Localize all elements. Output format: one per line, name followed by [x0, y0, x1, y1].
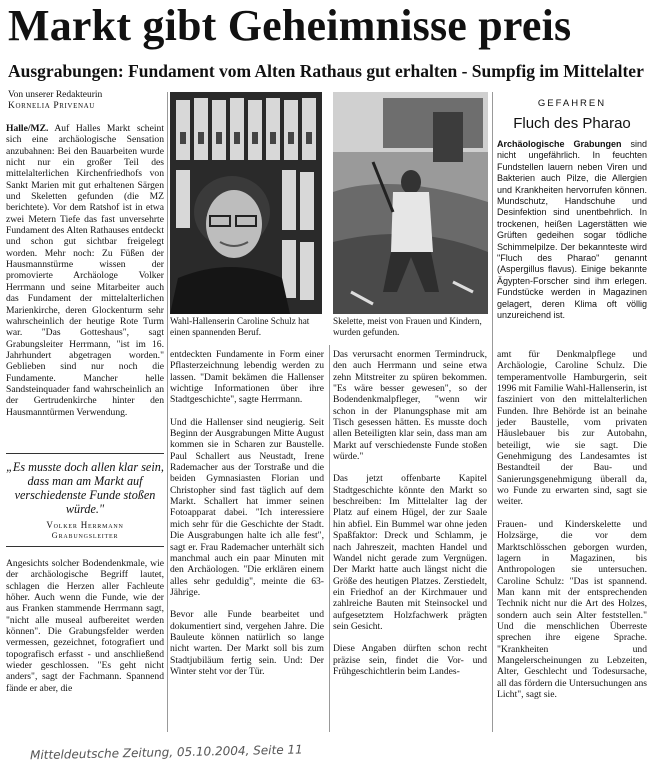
col4-paragraph-1: amt für Denkmalpflege und Archäologie, Caroline Schulz. Die temperamentvolle Hamburgerin, seit 1996 mit Familie Wahl-Hallenserin, ist fasziniert von den mittelalterlichen Funden. Ihre Behörde ist an beinahe jeder Baustelle, vom privaten Häuslebauer bis zur Autobahn, beteiligt, wie sie sagt. Die Genehmigung des Landesamtes ist Bestandteil der Bau- und Sanierungsgenehmigung überall da, wo Funde zu erwarten sind, sagt sie weiter. — [497, 349, 647, 508]
column-divider — [167, 92, 168, 732]
col4-paragraph-2: Frauen- und Kinderskelette und Holzsärge, die vor dem Marktschlösschen geborgen wurden, lagern in Magazinen, bis Anthropologen sie untersuchen. Caroline Schulz: "Das ist spannend. Man kann mit der entsprechenden Technik nicht nur die Art des Holzes, sondern auch sein Alter feststellen." Und die menschlichen Überreste sprechen ihre eigene Sprache. "Krankheiten und Mangelerscheinungen zu Lebzeiten, Alter, Geschlecht und Todesursache, all das fördern die Untersuchungen ans Licht", sagt sie. — [497, 518, 647, 700]
article-column-4 — [497, 349, 647, 700]
sidebar-title: Fluch des Pharao — [513, 115, 631, 132]
col1-paragraph-2: Angesichts solcher Bodendenkmale, wie der archäologische Begriff lautet, schlagen die Herzen aller Fachleute höher. Auch wenn die Funde, wie der aus Franken stammende Herrmann sagt, "nicht alle museal aufbereitet werden können". Die Grabungsfelder werden vermessen, gezeichnet, fotografiert und topografisch erfasst - und anschließend wieder geschlossen. "Es geht nicht anders", sagt der Fachmann. Spannend fände er aber, die — [6, 558, 164, 694]
col3-paragraph-3: Diese Angaben dürften schon recht präzise sein, findet die Vor- und Frühgeschichtlerin beim Landes- — [333, 643, 487, 677]
pull-quote-text: „Es musste doch allen klar sein, dass man am Markt auf verschiedenste Funde stoßen würde." — [6, 460, 164, 516]
col1-paragraph-1: Auf Halles Markt scheint sich eine archäologische Sensation anzubahnen: Bei den Bauarbeiten wurde nicht nur ein großer Teil des mittelalterlichen Kirchenfriedhofs von Sankt Marien mit gut erhaltenen Särgen und Skeletten gefunden (die MZ berichtete). Vor dem Ratshof ist in etwa zwei Metern Tiefe das fast unversehrte Fundament des Alten Rathauses entdeckt und schon gut sichtbar freigelegt worden. Mehr noch: Zu Füßen der Hausmannstürme wissen der promovierte Archäologe Volker Herrmann und seine Mitarbeiter auch das Fundament der mittelalterlichen Marienkirche, deren Glockenturm sehr wahrscheinlich der heutige Rote Turm war. "Das Gotteshaus", sagt Grabungsleiter Herrmann, "ist im 16. Jahrhundert abgetragen worden." Geblieben sind nur noch die Fundamente. Mancher helle Sandsteinquader fand wahrscheinlich an der Gertrudenkirche hinter den Hausmanntürmen Verwendung. — [6, 123, 164, 418]
photo-excavation-site — [333, 92, 488, 314]
photo-caption-2: Skelette, meist von Frauen und Kindern, wurden gefunden. — [333, 316, 482, 337]
column-divider — [492, 92, 493, 732]
portrait-photo-image — [170, 92, 322, 314]
article-column-3 — [333, 349, 487, 677]
column-divider — [329, 345, 330, 732]
pull-quote-author: Volker Herrmann — [46, 520, 124, 530]
subheadline: Ausgrabungen: Fundament vom Alten Rathaus gut erhalten - Sumpfig im Mittelalter — [8, 61, 644, 81]
col2-paragraph-3: Bevor alle Funde bearbeitet und dokumentiert sind, vergehen Jahre. Die Bauleute können natürlich so lange nicht warten. Der Markt soll bis zum Stadtjubiläum fertig sein. Und: Der Winter steht vor der Tür. — [170, 609, 324, 677]
article-column-1 — [6, 123, 164, 418]
byline-intro: Von unserer Redakteurin — [8, 90, 103, 100]
handwritten-source-note: Mitteldeutsche Zeitung, 05.10.2004, Seite 11 — [29, 742, 303, 763]
sidebar-box — [497, 92, 647, 340]
article-column-2 — [170, 349, 324, 677]
col2-paragraph-2: Und die Hallenser sind neugierig. Seit Beginn der Ausgrabungen Mitte August kommen sie in Scharen zur Baustelle. Paul Schallert aus Neustadt, Irene Rademacher aus der Torstraße und die beiden Gymnasiasten Florian und Christopher sind fast täglich auf dem Markt. Schallert hat immer seinen Fotoapparat dabei. "Ich interessiere mich sehr für die Geschichte der Stadt. Die Ausgrabungen halte ich alle fest", sagt er. Frau Rademacher unterhält sich manchmal auch ein paar Minuten mit den Archäologen. "Die erklären einem alles sehr geduldig", meinte die 63-Jährige. — [170, 416, 324, 598]
col3-paragraph-2: Das jetzt offenbarte Kapitel Stadtgeschichte könnte den Markt so beschreiben: Im Mittelalter lag der Platz auf einem Hügel, der zur Saale hin abfiel. Ein Bummel war ohne jeden Spaßfaktor: Dreck und Schlamm, je nach Jahreszeit, machten Handel und Wandel nicht gerade zum Vergnügen. Der Markt hatte auch längst nicht die Größe des heutigen Platzes. Zerstiedelt, ein Friedhof an der Kirchmauer und zahlreiche Bauten mit Steinsockel und aufgesetztem Holzfachwerk prägten sein Gesicht. — [333, 473, 487, 632]
headline: Markt gibt Geheimnisse preis — [8, 1, 572, 50]
sidebar-body: sind nicht ungefährlich. In feuchten Fundstellen lauern neben Viren und Bakterien auch Pilze, die Allergien und Krankheiten hervorrufen können. Mundschutz, Handschuhe und Desinfektion sind unentbehrlich. In trockenen, heißen Lagerstätten wie Grüften gedeihen sogar tödliche Schimmelpilze. Der bekannteste wird "Fluch des Pharao" genannt (Aspergillus flavus). Einige bekannte Ägypten-Forscher sind ihm erlegen. Fundstücke werden in Magazinen gelagert, deren Klima oft völlig unzureichend ist. — [497, 139, 647, 321]
sidebar-text — [497, 139, 647, 322]
pull-quote — [6, 453, 164, 547]
col2-paragraph-1: entdeckten Fundamente in Form einer Pflasterzeichnung lebendig werden zu lassen. "Damit bekämen die Hallenser wichtige Informationen über ihre Stadtgeschichte", sagte Herrmann. — [170, 349, 324, 406]
excavation-photo-image — [333, 92, 488, 314]
col3-paragraph-1: Das verursacht enormen Termindruck, den auch Herrmann und seine etwa zehn Mitstreiter zu spüren bekommen. "Es wäre besser gewesen", so der Bodendenkmalpfleger, "wenn wir schon in der Planungsphase mit am Tisch gesessen hätten. Es musste doch allen Beteiligten klar sein, dass man am Markt auf verschiedenste Funde stoßen würde." — [333, 349, 487, 463]
photo-caroline-schulz — [170, 92, 322, 314]
article-column-1-lower — [6, 558, 164, 694]
sidebar-lead: Archäologische Grabungen — [497, 139, 622, 149]
byline-author: Kornelia Privenau — [8, 101, 95, 111]
pull-quote-role: Grabungsleiter — [51, 530, 119, 540]
photo-caption-1: Wahl-Hallenserin Caroline Schulz hat einen spannenden Beruf. — [170, 316, 310, 337]
sidebar-kicker: GEFAHREN — [537, 98, 607, 109]
dateline: Halle/MZ. — [6, 123, 49, 134]
byline — [8, 90, 168, 112]
